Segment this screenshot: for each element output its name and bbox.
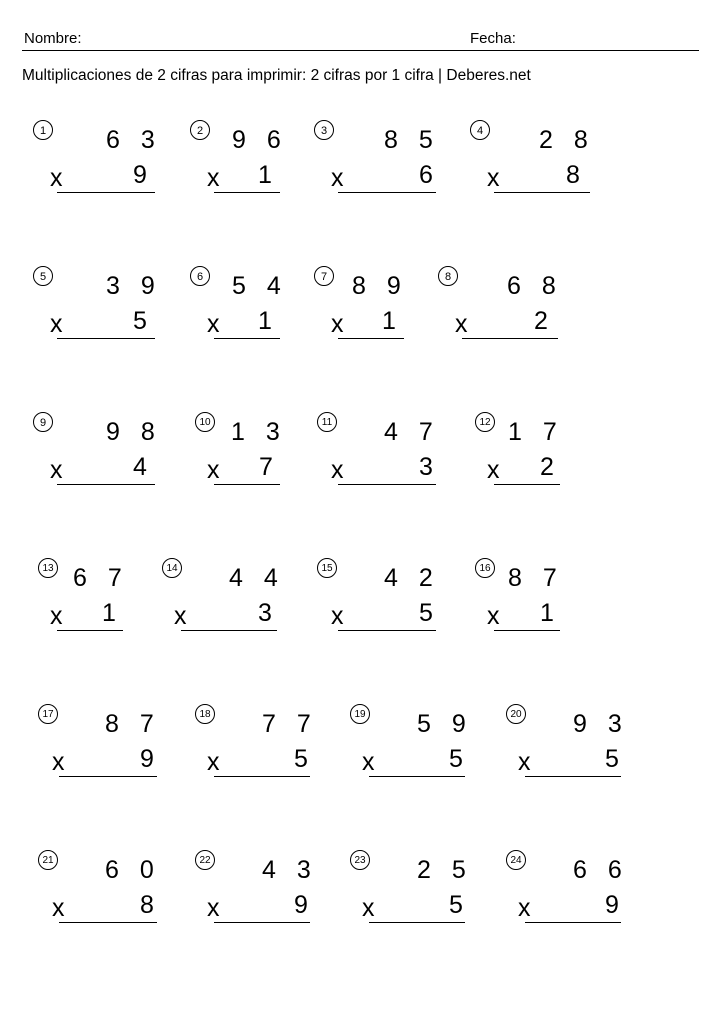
problem-number: 17 <box>38 704 58 724</box>
answer-line <box>369 776 465 777</box>
multiplier: 6 <box>419 161 433 189</box>
multiplier: 8 <box>566 161 580 189</box>
multiplicand: 5 9 <box>417 710 473 738</box>
answer-line <box>494 630 560 631</box>
problem-22 <box>195 850 345 940</box>
multiplicand: 4 2 <box>384 564 440 592</box>
times-sign: x <box>518 748 531 776</box>
problem-3 <box>314 120 464 210</box>
times-sign: x <box>207 456 220 484</box>
multiplier: 1 <box>258 161 272 189</box>
answer-line <box>59 776 157 777</box>
multiplier: 5 <box>419 599 433 627</box>
multiplicand: 6 7 <box>73 564 129 592</box>
problem-number: 6 <box>190 266 210 286</box>
multiplier: 7 <box>259 453 273 481</box>
multiplier: 1 <box>102 599 116 627</box>
multiplicand: 9 8 <box>106 418 162 446</box>
problem-11 <box>317 412 467 502</box>
answer-line <box>214 338 280 339</box>
problem-9 <box>33 412 183 502</box>
times-sign: x <box>487 164 500 192</box>
answer-line <box>214 484 280 485</box>
problem-number: 13 <box>38 558 58 578</box>
multiplicand: 4 4 <box>229 564 285 592</box>
answer-line <box>525 922 621 923</box>
multiplicand: 8 7 <box>508 564 564 592</box>
multiplier: 5 <box>449 891 463 919</box>
answer-line <box>462 338 558 339</box>
problem-number: 15 <box>317 558 337 578</box>
problem-19 <box>350 704 500 794</box>
answer-line <box>57 338 155 339</box>
problem-number: 16 <box>475 558 495 578</box>
answer-line <box>57 630 123 631</box>
multiplicand: 2 5 <box>417 856 473 884</box>
problem-number: 1 <box>33 120 53 140</box>
multiplicand: 3 9 <box>106 272 162 300</box>
times-sign: x <box>207 310 220 338</box>
problem-number: 4 <box>470 120 490 140</box>
times-sign: x <box>331 164 344 192</box>
problem-15 <box>317 558 467 648</box>
times-sign: x <box>50 456 63 484</box>
problem-number: 22 <box>195 850 215 870</box>
times-sign: x <box>518 894 531 922</box>
problem-number: 23 <box>350 850 370 870</box>
multiplicand: 5 4 <box>232 272 288 300</box>
answer-line <box>181 630 277 631</box>
multiplier: 8 <box>140 891 154 919</box>
times-sign: x <box>362 894 375 922</box>
times-sign: x <box>207 164 220 192</box>
problem-1 <box>33 120 183 210</box>
times-sign: x <box>331 310 344 338</box>
problem-8 <box>438 266 588 356</box>
multiplier: 9 <box>294 891 308 919</box>
multiplicand: 1 3 <box>231 418 287 446</box>
times-sign: x <box>52 894 65 922</box>
answer-line <box>338 192 436 193</box>
problem-16 <box>475 558 625 648</box>
multiplier: 3 <box>419 453 433 481</box>
multiplier: 2 <box>540 453 554 481</box>
answer-line <box>214 192 280 193</box>
problem-17 <box>38 704 188 794</box>
times-sign: x <box>50 602 63 630</box>
multiplier: 1 <box>382 307 396 335</box>
problem-4 <box>470 120 620 210</box>
problem-21 <box>38 850 188 940</box>
problem-number: 19 <box>350 704 370 724</box>
answer-line <box>338 484 436 485</box>
multiplicand: 8 9 <box>352 272 408 300</box>
times-sign: x <box>174 602 187 630</box>
problem-number: 7 <box>314 266 334 286</box>
times-sign: x <box>52 748 65 776</box>
multiplicand: 8 7 <box>105 710 161 738</box>
multiplier: 4 <box>133 453 147 481</box>
multiplier: 9 <box>605 891 619 919</box>
multiplicand: 6 3 <box>106 126 162 154</box>
answer-line <box>57 192 155 193</box>
problem-18 <box>195 704 345 794</box>
problem-number: 12 <box>475 412 495 432</box>
answer-line <box>338 630 436 631</box>
problem-5 <box>33 266 183 356</box>
answer-line <box>214 922 310 923</box>
multiplier: 9 <box>133 161 147 189</box>
name-label: Nombre: <box>24 30 82 47</box>
answer-line <box>494 192 590 193</box>
header-rule <box>22 50 699 51</box>
multiplicand: 4 3 <box>262 856 318 884</box>
problem-number: 9 <box>33 412 53 432</box>
times-sign: x <box>331 602 344 630</box>
problem-number: 3 <box>314 120 334 140</box>
problem-number: 5 <box>33 266 53 286</box>
answer-line <box>57 484 155 485</box>
answer-line <box>59 922 157 923</box>
page-title: Multiplicaciones de 2 cifras para imprimir: 2 cifras por 1 cifra | Deberes.net <box>22 67 531 84</box>
problem-number: 20 <box>506 704 526 724</box>
multiplier: 5 <box>605 745 619 773</box>
date-label: Fecha: <box>470 30 516 47</box>
answer-line <box>338 338 404 339</box>
multiplicand: 7 7 <box>262 710 318 738</box>
times-sign: x <box>50 164 63 192</box>
multiplicand: 9 6 <box>232 126 288 154</box>
problem-24 <box>506 850 656 940</box>
times-sign: x <box>50 310 63 338</box>
times-sign: x <box>362 748 375 776</box>
problem-number: 18 <box>195 704 215 724</box>
multiplicand: 4 7 <box>384 418 440 446</box>
problem-number: 2 <box>190 120 210 140</box>
multiplier: 2 <box>534 307 548 335</box>
multiplier: 5 <box>133 307 147 335</box>
multiplicand: 6 8 <box>507 272 563 300</box>
multiplier: 1 <box>258 307 272 335</box>
problem-14 <box>162 558 312 648</box>
problem-number: 8 <box>438 266 458 286</box>
multiplicand: 1 7 <box>508 418 564 446</box>
problem-number: 24 <box>506 850 526 870</box>
times-sign: x <box>487 602 500 630</box>
multiplicand: 6 0 <box>105 856 161 884</box>
times-sign: x <box>331 456 344 484</box>
problem-number: 14 <box>162 558 182 578</box>
multiplier: 1 <box>540 599 554 627</box>
multiplicand: 8 5 <box>384 126 440 154</box>
times-sign: x <box>455 310 468 338</box>
answer-line <box>214 776 310 777</box>
multiplicand: 6 6 <box>573 856 629 884</box>
times-sign: x <box>207 748 220 776</box>
times-sign: x <box>207 894 220 922</box>
answer-line <box>494 484 560 485</box>
answer-line <box>369 922 465 923</box>
problem-20 <box>506 704 656 794</box>
multiplier: 9 <box>140 745 154 773</box>
times-sign: x <box>487 456 500 484</box>
problem-23 <box>350 850 500 940</box>
problem-number: 21 <box>38 850 58 870</box>
multiplier: 5 <box>449 745 463 773</box>
multiplicand: 9 3 <box>573 710 629 738</box>
multiplier: 3 <box>258 599 272 627</box>
problem-12 <box>475 412 625 502</box>
problem-number: 11 <box>317 412 337 432</box>
answer-line <box>525 776 621 777</box>
multiplier: 5 <box>294 745 308 773</box>
multiplicand: 2 8 <box>539 126 595 154</box>
problem-number: 10 <box>195 412 215 432</box>
